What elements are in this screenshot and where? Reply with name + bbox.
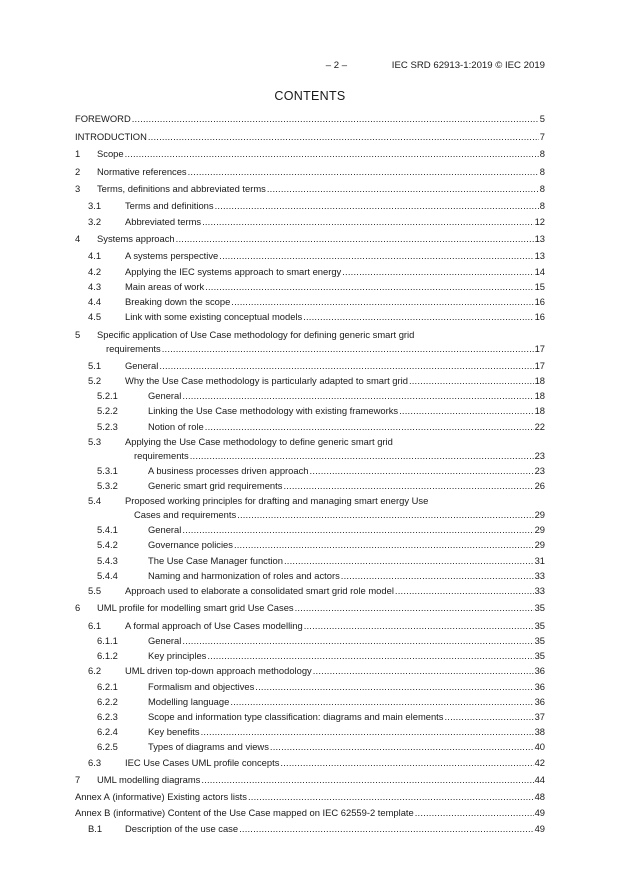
toc-page-number: 35 bbox=[534, 650, 545, 662]
toc-page-number: 37 bbox=[534, 711, 545, 722]
toc-page-number: 36 bbox=[534, 695, 545, 707]
toc-title: A formal approach of Use Cases modelling bbox=[125, 619, 303, 631]
toc-page-number: 44 bbox=[534, 774, 545, 785]
toc-title: Scope and information type classification: diagrams and main elements bbox=[148, 711, 444, 722]
toc-entry bbox=[0, 569, 620, 583]
toc-title: INTRODUCTION bbox=[75, 130, 147, 142]
toc-entry bbox=[0, 725, 620, 739]
toc-title: Terms and definitions bbox=[125, 200, 214, 212]
toc-entry bbox=[0, 680, 620, 694]
toc-number: 5.3 bbox=[88, 435, 102, 447]
toc-entry bbox=[0, 420, 620, 434]
toc-page-number: 23 bbox=[534, 449, 545, 461]
toc-title: Applying the IEC systems approach to smart energy bbox=[125, 265, 342, 277]
toc-entry bbox=[0, 822, 620, 836]
toc-number: 5.1 bbox=[88, 359, 102, 371]
toc-page-number: 31 bbox=[534, 554, 545, 566]
toc-entry bbox=[0, 295, 620, 309]
dot-leader bbox=[159, 359, 533, 373]
page-title: CONTENTS bbox=[274, 89, 346, 103]
toc-page-number: 35 bbox=[534, 619, 545, 631]
toc-title: Applying the Use Case methodology to define generic smart grid bbox=[125, 435, 393, 447]
toc-page-number: 36 bbox=[534, 665, 545, 677]
toc-page-number: 48 bbox=[534, 791, 545, 803]
toc-page-number: 49 bbox=[534, 807, 545, 819]
toc-title: Normative references bbox=[97, 165, 187, 177]
dot-leader bbox=[201, 725, 534, 739]
toc-page-number: 49 bbox=[534, 823, 545, 834]
toc-number: 5.3.1 bbox=[97, 464, 118, 476]
toc-entry bbox=[0, 130, 620, 144]
toc-title: A systems perspective bbox=[125, 250, 219, 262]
toc-title: Modelling language bbox=[148, 695, 230, 707]
toc-number: 5 bbox=[75, 328, 81, 340]
toc-number: 3.1 bbox=[88, 200, 102, 212]
toc-entry bbox=[0, 479, 620, 493]
toc-page-number: 22 bbox=[534, 420, 545, 432]
dot-leader bbox=[313, 664, 534, 678]
toc-page-number: 35 bbox=[534, 635, 545, 646]
dot-leader bbox=[280, 756, 533, 770]
toc-page-number: 26 bbox=[534, 480, 545, 491]
toc-entry bbox=[0, 584, 620, 598]
dot-leader bbox=[182, 634, 533, 648]
dot-leader bbox=[125, 147, 539, 161]
toc-entry bbox=[0, 280, 620, 294]
toc-title: Breaking down the scope bbox=[125, 296, 231, 307]
dot-leader bbox=[148, 130, 539, 144]
toc-entry bbox=[0, 664, 620, 678]
toc-entry bbox=[0, 494, 620, 522]
toc-entry bbox=[0, 112, 620, 126]
dot-leader bbox=[415, 806, 534, 820]
toc-number: 5.4.2 bbox=[97, 539, 118, 551]
toc-number: 6.2.5 bbox=[97, 741, 118, 753]
toc-number: 4.1 bbox=[88, 250, 102, 262]
dot-leader bbox=[182, 523, 533, 537]
page-header bbox=[0, 60, 545, 71]
toc-number: 5.4.1 bbox=[97, 524, 118, 536]
toc-page-number: 29 bbox=[534, 509, 545, 521]
toc-number: 6.1.2 bbox=[97, 650, 118, 662]
toc-title: Main areas of work bbox=[125, 280, 205, 292]
toc-title: The Use Case Manager function bbox=[148, 554, 283, 566]
toc-entry bbox=[0, 790, 620, 804]
toc-title: Systems approach bbox=[97, 233, 175, 244]
toc-number: 6 bbox=[75, 602, 81, 614]
toc-page-number: 13 bbox=[534, 233, 545, 244]
toc-number: 3.2 bbox=[88, 215, 102, 227]
toc-number: 6.1.1 bbox=[97, 635, 118, 646]
toc-number: 5.5 bbox=[88, 585, 102, 596]
toc-number: Annex B bbox=[75, 807, 111, 819]
dot-leader bbox=[205, 420, 534, 434]
toc-page-number: 13 bbox=[534, 250, 545, 262]
toc-number: 5.2.1 bbox=[97, 390, 118, 402]
toc-page-number: 8 bbox=[539, 148, 545, 159]
toc-page-number: 33 bbox=[534, 569, 545, 581]
toc-entry bbox=[0, 740, 620, 754]
toc-number: 3 bbox=[75, 183, 81, 194]
toc-title: Formalism and objectives bbox=[148, 680, 255, 692]
toc-title: Proposed working principles for drafting and managing smart energy Use bbox=[125, 495, 429, 507]
toc-number: 4.5 bbox=[88, 311, 102, 323]
toc-entry bbox=[0, 165, 620, 179]
toc-entry bbox=[0, 182, 620, 196]
toc-page-number: 18 bbox=[534, 405, 545, 417]
toc-title: Linking the Use Case methodology with existing frameworks bbox=[148, 405, 399, 417]
toc-number: 6.2.4 bbox=[97, 726, 118, 738]
toc-title: Types of diagrams and views bbox=[148, 741, 269, 753]
toc-page-number: 14 bbox=[534, 265, 545, 277]
toc-entry bbox=[0, 265, 620, 279]
toc-number: 2 bbox=[75, 165, 81, 177]
toc-page-number: 33 bbox=[534, 585, 545, 596]
toc-number: 1 bbox=[75, 148, 81, 159]
toc-number: 5.3.2 bbox=[97, 480, 118, 491]
toc-entry bbox=[0, 359, 620, 373]
toc-title-continuation: Cases and requirements bbox=[134, 509, 237, 521]
toc-entry bbox=[0, 249, 620, 263]
dot-leader bbox=[395, 584, 534, 598]
toc-title: IEC Use Cases UML profile concepts bbox=[125, 756, 280, 768]
toc-page-number: 7 bbox=[539, 130, 545, 142]
toc-number: 6.2 bbox=[88, 665, 102, 677]
toc-title: Key benefits bbox=[148, 726, 200, 738]
dot-leader bbox=[341, 569, 534, 583]
toc-number: 5.2.3 bbox=[97, 420, 118, 432]
toc-title-continuation: requirements bbox=[134, 449, 189, 461]
page-number: – 2 – bbox=[325, 60, 348, 71]
toc-entry bbox=[0, 695, 620, 709]
toc-number: 5.2.2 bbox=[97, 405, 118, 417]
toc-number: 5.4 bbox=[88, 495, 102, 507]
toc-entry bbox=[0, 773, 620, 787]
toc-entry bbox=[0, 232, 620, 246]
toc-page-number: 8 bbox=[539, 200, 545, 212]
toc-entry bbox=[0, 147, 620, 161]
toc-title: Naming and harmonization of roles and actors bbox=[148, 569, 340, 581]
toc-title: UML profile for modelling smart grid Use Cases bbox=[97, 602, 294, 614]
toc-title: Link with some existing conceptual models bbox=[125, 311, 303, 323]
toc-entry bbox=[0, 538, 620, 552]
toc-page-number: 17 bbox=[534, 359, 545, 371]
dot-leader bbox=[188, 165, 539, 179]
toc-page-number: 23 bbox=[534, 464, 545, 476]
dot-leader bbox=[219, 249, 533, 263]
toc-page-number: 35 bbox=[534, 602, 545, 614]
toc-entry bbox=[0, 328, 620, 356]
dot-leader bbox=[162, 342, 534, 356]
toc-number: 7 bbox=[75, 774, 81, 785]
toc-number: B.1 bbox=[88, 823, 103, 834]
dot-leader bbox=[237, 508, 533, 522]
dot-leader bbox=[303, 310, 533, 324]
dot-leader bbox=[202, 215, 533, 229]
toc-page-number: 8 bbox=[539, 165, 545, 177]
toc-title: FOREWORD bbox=[75, 113, 131, 124]
toc-number: 6.3 bbox=[88, 756, 102, 768]
toc-title: Notion of role bbox=[148, 420, 204, 432]
toc-title: Abbreviated terms bbox=[125, 215, 202, 227]
toc-title: (informative) Content of the Use Case mapped on IEC 62559-2 template bbox=[113, 807, 414, 819]
toc-title: Governance policies bbox=[148, 539, 233, 551]
toc-entry bbox=[0, 464, 620, 478]
toc-page-number: 15 bbox=[534, 280, 545, 292]
toc-entry bbox=[0, 310, 620, 324]
toc-entry bbox=[0, 756, 620, 770]
toc-title: Specific application of Use Case methodology for defining generic smart grid bbox=[97, 328, 415, 340]
dot-leader bbox=[132, 112, 539, 126]
toc-entry bbox=[0, 523, 620, 537]
toc-number: 4.4 bbox=[88, 296, 102, 307]
toc-number: 6.2.3 bbox=[97, 711, 118, 722]
toc-number: Annex A bbox=[75, 791, 110, 803]
dot-leader bbox=[267, 182, 539, 196]
toc-title: General bbox=[148, 390, 182, 402]
dot-leader bbox=[190, 449, 534, 463]
dot-leader bbox=[270, 740, 534, 754]
toc-entry bbox=[0, 634, 620, 648]
document-reference: IEC SRD 62913-1:2019 © IEC 2019 bbox=[391, 60, 545, 71]
toc-entry bbox=[0, 215, 620, 229]
dot-leader bbox=[176, 232, 534, 246]
toc-entry bbox=[0, 806, 620, 820]
toc-title: Approach used to elaborate a consolidated smart grid role model bbox=[125, 585, 394, 596]
toc-page-number: 17 bbox=[534, 342, 545, 354]
toc-number: 6.2.2 bbox=[97, 695, 118, 707]
toc-entry bbox=[0, 601, 620, 615]
dot-leader bbox=[201, 773, 533, 787]
dot-leader bbox=[444, 710, 533, 724]
toc-entry bbox=[0, 649, 620, 663]
toc-number: 5.4.4 bbox=[97, 569, 118, 581]
toc-page-number: 16 bbox=[534, 296, 545, 307]
toc-title: Terms, definitions and abbreviated terms bbox=[97, 183, 266, 194]
dot-leader bbox=[255, 680, 533, 694]
toc-title: (informative) Existing actors lists bbox=[112, 791, 247, 803]
toc-title: Key principles bbox=[148, 650, 207, 662]
toc-page-number: 42 bbox=[534, 756, 545, 768]
dot-leader bbox=[230, 695, 533, 709]
toc-entry bbox=[0, 404, 620, 418]
toc-page-number: 29 bbox=[534, 524, 545, 536]
dot-leader bbox=[304, 619, 534, 633]
dot-leader bbox=[295, 601, 534, 615]
toc-title: Scope bbox=[97, 148, 124, 159]
toc-page-number: 40 bbox=[534, 741, 545, 753]
toc-number: 4.3 bbox=[88, 280, 102, 292]
dot-leader bbox=[248, 790, 534, 804]
dot-leader bbox=[284, 554, 534, 568]
toc-page-number: 29 bbox=[534, 539, 545, 551]
toc-title: General bbox=[125, 359, 159, 371]
dot-leader bbox=[409, 374, 534, 388]
toc-number: 4 bbox=[75, 233, 81, 244]
toc-number: 5.4.3 bbox=[97, 554, 118, 566]
dot-leader bbox=[231, 295, 533, 309]
toc-number: 5.2 bbox=[88, 375, 102, 386]
dot-leader bbox=[234, 538, 534, 552]
toc-title: Why the Use Case methodology is particularly adapted to smart grid bbox=[125, 375, 408, 386]
toc-title: General bbox=[148, 635, 182, 646]
toc-entry bbox=[0, 619, 620, 633]
toc-page-number: 18 bbox=[534, 375, 545, 386]
dot-leader bbox=[283, 479, 533, 493]
toc-entry bbox=[0, 389, 620, 403]
toc-entry bbox=[0, 710, 620, 724]
dot-leader bbox=[239, 822, 533, 836]
toc-page-number: 8 bbox=[539, 183, 545, 194]
dot-leader bbox=[215, 199, 539, 213]
toc-page-number: 18 bbox=[534, 390, 545, 402]
toc-number: 6.2.1 bbox=[97, 680, 118, 692]
dot-leader bbox=[207, 649, 533, 663]
toc-page-number: 36 bbox=[534, 680, 545, 692]
dot-leader bbox=[310, 464, 534, 478]
dot-leader bbox=[399, 404, 533, 418]
toc-title-continuation: requirements bbox=[106, 342, 161, 354]
toc-number: 6.1 bbox=[88, 619, 102, 631]
toc-entry bbox=[0, 374, 620, 388]
toc-page-number: 5 bbox=[539, 113, 545, 124]
toc-title: Generic smart grid requirements bbox=[148, 480, 283, 491]
toc-entry bbox=[0, 554, 620, 568]
dot-leader bbox=[182, 389, 533, 403]
dot-leader bbox=[205, 280, 533, 294]
toc-number: 4.2 bbox=[88, 265, 102, 277]
toc-page-number: 12 bbox=[534, 215, 545, 227]
toc-entry bbox=[0, 199, 620, 213]
toc-title: UML modelling diagrams bbox=[97, 774, 201, 785]
toc-title: UML driven top-down approach methodology bbox=[125, 665, 312, 677]
toc-title: General bbox=[148, 524, 182, 536]
toc-page-number: 16 bbox=[534, 311, 545, 323]
toc-entry bbox=[0, 435, 620, 463]
toc-page-number: 38 bbox=[534, 726, 545, 738]
toc-title: A business processes driven approach bbox=[148, 464, 309, 476]
dot-leader bbox=[342, 265, 533, 279]
toc-title: Description of the use case bbox=[125, 823, 239, 834]
